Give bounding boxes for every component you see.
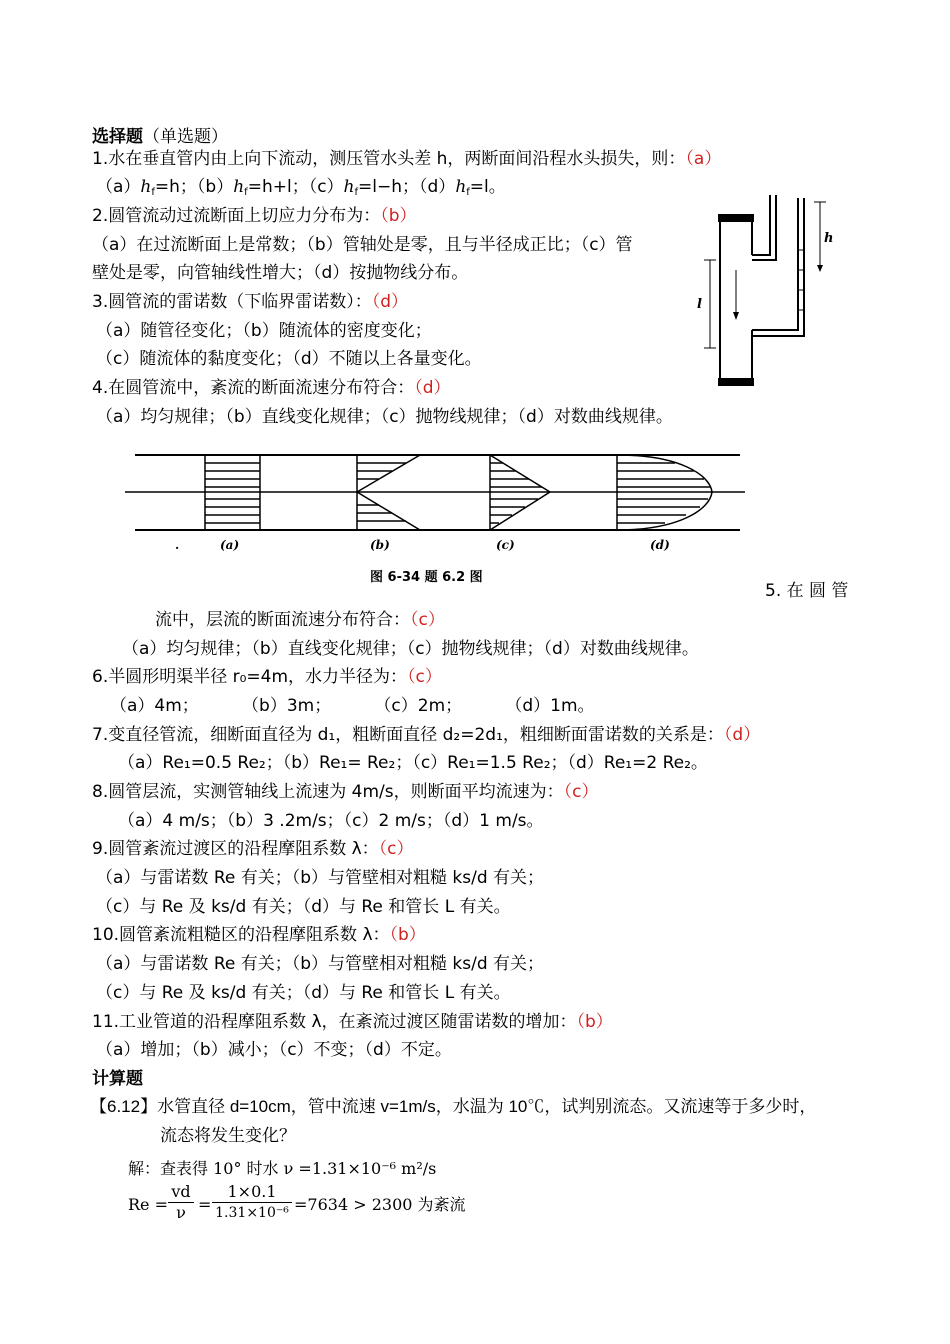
q2-stem: 2.圆管流动过流断面上切应力分布为：（b）	[92, 206, 417, 226]
q10-option-line1: （a）与雷诺数 Re 有关；（b）与管壁相对粗糙 ks/d 有关；	[96, 954, 545, 974]
q5-start: 5. 在 圆 管	[765, 581, 849, 601]
q7-stem: 7.变直径管流，细断面直径为 d₁，粗断面直径 d₂=2d₁，粗细断面雷诺数的关系是：（d）	[92, 725, 761, 745]
q2-option-line1: （a）在过流断面上是常数；（b）管轴处是零，且与半径成正比；（c）管	[92, 235, 633, 255]
q6-option-line1: （a）4m； （b）3m； （c）2m； （d）1m。	[110, 696, 595, 716]
q8-answer: （c）	[563, 782, 599, 802]
svg-text:.: .	[175, 538, 180, 552]
q5-option-line1: （a）均匀规律；（b）直线变化规律；（c）抛物线规律；（d）对数曲线规律。	[122, 639, 699, 659]
fig-label-d: (d)	[650, 538, 670, 552]
q2-answer: （b）	[380, 206, 417, 226]
q4-answer: （d）	[414, 378, 451, 398]
solution-line: 解：查表得 10° 时水 ν =1.31×10⁻⁶ m²/s	[128, 1159, 437, 1178]
problem-612-line2: 流态将发生变化？	[160, 1126, 296, 1145]
fig-label-b: (b)	[370, 538, 390, 552]
fraction-numeric: $\frac{1\times 0.1}{\text{1.31×10⁻⁶}}$	[212, 1182, 292, 1223]
q10-option-line2: （c）与 Re 及 ks/d 有关；（d）与 Re 和管长 L 有关。	[96, 983, 511, 1003]
q5-stem: 流中，层流的断面流速分布符合：（c）	[155, 610, 445, 630]
q3-option-line1: （a）随管径变化；（b）随流体的密度变化；	[96, 321, 432, 341]
re-symbol: Re =	[128, 1195, 169, 1214]
q8-option-line1: （a）4 m/s；（b）3 .2m/s；（c）2 m/s；（d）1 m/s。	[118, 811, 544, 831]
q6-stem: 6.半圆形明渠半径 r₀=4m，水力半径为：（c）	[92, 667, 442, 687]
q10-answer: （b）	[389, 925, 426, 945]
fraction-vd-over-nu: $\frac{vd}{\nu}$	[168, 1182, 194, 1223]
q5-answer: （c）	[410, 610, 445, 630]
pipe-manometer-figure	[690, 190, 840, 395]
figure-caption: 图 6-34 题 6.2 图	[370, 570, 483, 585]
q1-stem: 1.水在垂直管内由上向下流动，测压管水头差 h，两断面间沿程水头损失，则：（a）	[92, 149, 722, 169]
fig-label-c: (c)	[496, 538, 515, 552]
q4-stem: 4.在圆管流中，紊流的断面流速分布符合：（d）	[92, 378, 451, 398]
q4-option-line1: （a）均匀规律；（b）直线变化规律；（c）抛物线规律；（d）对数曲线规律。	[96, 407, 673, 427]
q8-stem: 8.圆管层流，实测管轴线上流速为 4m/s，则断面平均流速为：（c）	[92, 782, 599, 802]
problem-612-line1: 【6.12】水管直径 d=10cm，管中流速 v=1m/s，水温为 10℃，试判别流态。又流速等于多少时，	[90, 1097, 817, 1116]
q1-answer: （a）	[685, 149, 722, 169]
q10-stem: 10.圆管紊流粗糙区的沿程摩阻系数 λ：（b）	[92, 925, 426, 945]
q7-answer: （d）	[723, 725, 761, 745]
q6-answer: （c）	[407, 667, 442, 687]
q9-answer: （c）	[378, 839, 414, 859]
q11-answer: （b）	[576, 1012, 613, 1032]
q9-stem: 9.圆管紊流过渡区的沿程摩阻系数 λ：（c）	[92, 839, 414, 859]
velocity-profile-figure	[120, 445, 750, 590]
q3-stem: 3.圆管流的雷诺数（下临界雷诺数）：（d）	[92, 292, 409, 312]
q9-option-line2: （c）与 Re 及 ks/d 有关；（d）与 Re 和管长 L 有关。	[96, 897, 511, 917]
section-choice-title: 选择题（单选题）	[92, 127, 228, 147]
q3-option-line2: （c）随流体的黏度变化；（d）不随以上各量变化。	[96, 349, 482, 369]
section-calc-title: 计算题	[92, 1069, 143, 1089]
q9-option-line1: （a）与雷诺数 Re 有关；（b）与管壁相对粗糙 ks/d 有关；	[96, 868, 545, 888]
fig-label-a: (a)	[220, 538, 240, 552]
re-result: =7634 > 2300 为紊流	[294, 1195, 466, 1214]
problem-612-tag: 【6.12】	[90, 1097, 158, 1116]
fig-l-label: l	[697, 297, 702, 312]
q3-answer: （d）	[371, 292, 409, 312]
q11-stem: 11.工业管道的沿程摩阻系数 λ，在紊流过渡区随雷诺数的增加：（b）	[92, 1012, 613, 1032]
q7-option-line1: （a）Re₁=0.5 Re₂；（b）Re₁= Re₂；（c）Re₁=1.5 Re₂；（d）Re₁=2 Re₂。	[118, 753, 708, 773]
q2-option-line2: 壁处是零，向管轴线性增大；（d）按抛物线分布。	[92, 263, 469, 283]
q1-options: $(a)h_f=h$；$(b)h_f=h+l$；$(c)h_f=l-h$；$(d)h_f=l$。	[96, 177, 506, 198]
fig-h-label: h	[824, 231, 834, 246]
q11-option-line1: （a）增加；（b）减小；（c）不变；（d）不定。	[96, 1040, 452, 1060]
